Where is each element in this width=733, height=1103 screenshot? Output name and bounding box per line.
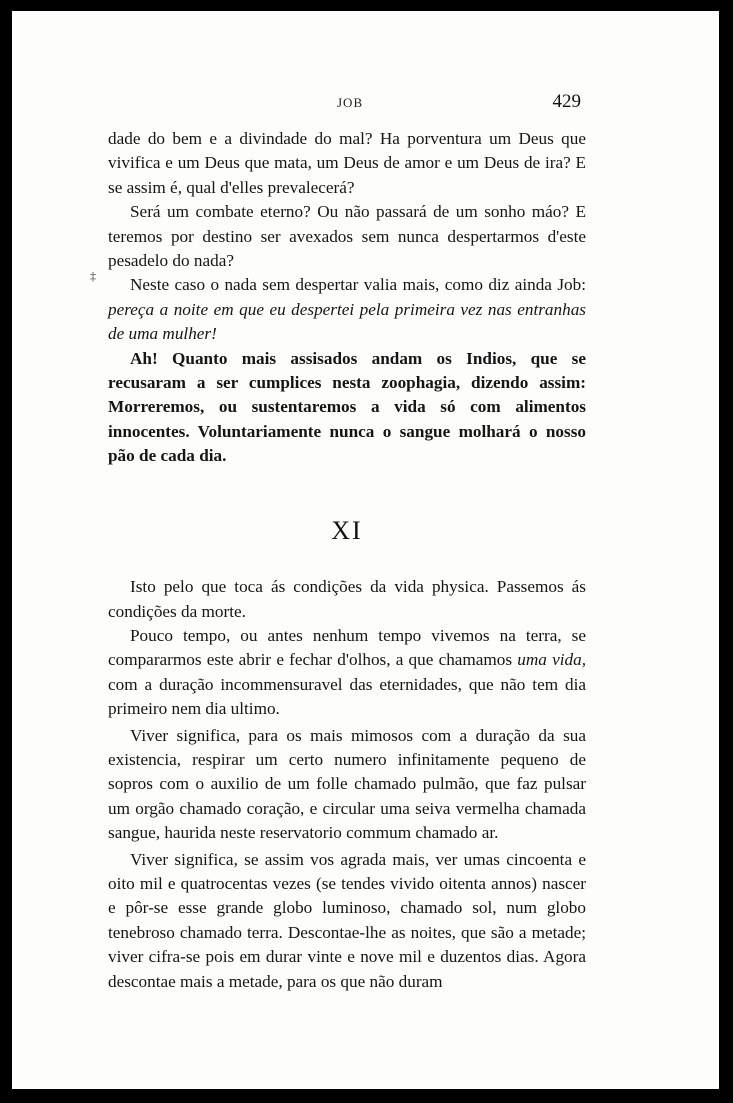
paragraph-2: Será um combate eterno? Ou não passará de um sonho máo? E teremos por destino ser avexados sem nunca despertarmos d'este pesadelo do nada? — [108, 202, 586, 271]
section-heading: XI — [331, 515, 363, 545]
margin-mark: ‡ — [90, 269, 96, 283]
paragraph-8: Viver significa, se assim vos agrada mais, ver umas cincoenta e oito mil e quatrocentas vezes (se tendes vivido oitenta annos) nascer e pôr-se esse grande globo luminoso, chamado sol, num globo tenebroso chamado terra. Descontae-lhe as noites, que são a metade; viver cifra-se pois em durar vinte e nove mil e duzentos dias. Agora descontae mais a metade, para os que não duram — [108, 849, 586, 991]
paragraph-6 — [108, 624, 586, 722]
paragraph-6-text-b: com a duração incommensuravel das eternidades, que não tem dia primeiro nem dia ultimo. — [108, 674, 586, 719]
paragraph-1: dade do bem e a divindade do mal? Ha porventura um Deus que vivifica e um Deus que mata, um Deus de amor e um Deus de ira? E se assim é, qual d'elles prevalecerá? — [108, 129, 586, 197]
book-page — [12, 11, 719, 1089]
paragraph-6-text-a: Pouco tempo, ou antes nenhum tempo vivemos na terra, se compararmos este abrir e fechar d'olhos, a que chamamos — [108, 625, 586, 670]
running-head — [12, 91, 719, 115]
paragraph-5: Isto pelo que toca ás condições da vida physica. Passemos ás condições da morte. — [108, 577, 586, 621]
paragraph-3 — [108, 273, 586, 346]
running-title: JOB — [337, 95, 364, 110]
uma-vida-emphasis: uma vida, — [517, 650, 586, 670]
job-quote: pereça a noite em que eu despertei pela primeira vez nas entranhas de uma mulher! — [108, 299, 586, 344]
paragraph-4: Ah! Quanto mais assisados andam os Indios, que se recusaram a ser cumplices nesta zoophagia, dizendo assim: Morreremos, ou sustentaremos a vida só com alimentos innocentes. Voluntariamente nunca o sangue molhará o nosso pão de cada dia. — [108, 348, 586, 466]
page-number: 429 — [552, 91, 581, 112]
paragraph-3-text: Neste caso o nada sem despertar valia mais, como diz ainda Job: — [130, 275, 586, 295]
body-text — [108, 127, 586, 994]
paragraph-7: Viver significa, para os mais mimosos com a duração da sua existencia, respirar um certo numero infinitamente pequeno de sopros com o auxilio de um folle chamado pulmão, que faz pulsar um orgão chamado coração, e circular uma seiva vermelha chamada sangue, haurida neste reservatorio commum chamado ar. — [108, 725, 586, 843]
